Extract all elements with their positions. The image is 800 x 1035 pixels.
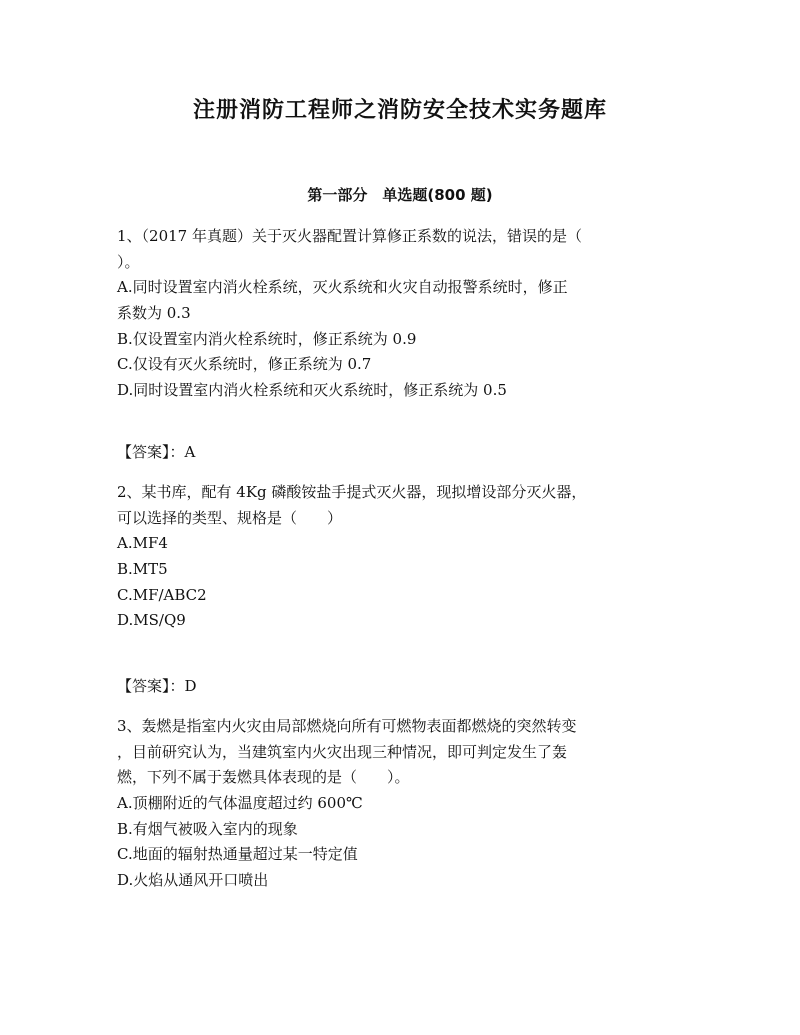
- section-heading: 第一部分 单选题(800 题): [307, 186, 493, 204]
- option-c: C.仅设有灭火系统时，修正系统为 0.7: [117, 355, 372, 374]
- question-stem-line: 1、（2017 年真题）关于灭火器配置计算修正系数的说法，错误的是（: [117, 227, 582, 245]
- option-b: B.仅设置室内消火栓系统时，修正系统为 0.9: [117, 329, 417, 348]
- option-b: B.有烟气被吸入室内的现象: [117, 819, 298, 838]
- option-d: D.MS/Q9: [117, 611, 186, 630]
- question-stem-line: ，目前研究认为，当建筑室内火灾出现三种情况，即可判定发生了轰: [117, 742, 568, 761]
- question-stem-line: 燃，下列不属于轰燃具体表现的是（ ）。: [117, 768, 410, 787]
- question-stem-line: 3、轰燃是指室内火灾由局部燃烧向所有可燃物表面都燃烧的突然转变: [117, 717, 577, 735]
- question-1: [117, 224, 677, 404]
- question-stem-line: 2、某书库，配有 4Kg 磷酸铵盐手提式灭火器，现拟增设部分灭火器，: [117, 483, 587, 501]
- answer-1: [117, 439, 677, 465]
- question-stem-line: ）。: [117, 252, 140, 271]
- question-stem-line: 可以选择的类型、规格是（ ）: [117, 508, 343, 527]
- option-a: A.同时设置室内消火栓系统，灭火系统和火灾自动报警系统时，修正: [117, 278, 568, 297]
- option-b: B.MT5: [117, 560, 168, 579]
- answer-label: 【答案】：A: [117, 443, 196, 461]
- answer-2: [117, 673, 677, 699]
- option-d: D.火焰从通风开口喷出: [117, 871, 269, 890]
- document-title: 注册消防工程师之消防安全技术实务题库: [192, 98, 607, 123]
- question-2: [117, 480, 677, 634]
- option-a: A.顶棚附近的气体温度超过约 600℃: [117, 794, 363, 813]
- option-d: D.同时设置室内消火栓系统和灭火系统时，修正系统为 0.5: [117, 381, 507, 400]
- answer-label: 【答案】：D: [117, 677, 197, 695]
- option-c: C.MF/ABC2: [117, 585, 207, 604]
- option-c: C.地面的辐射热通量超过某一特定值: [117, 845, 358, 864]
- option-a-cont: 系数为 0.3: [117, 304, 191, 323]
- question-3: [117, 714, 677, 894]
- option-a: A.MF4: [117, 534, 168, 553]
